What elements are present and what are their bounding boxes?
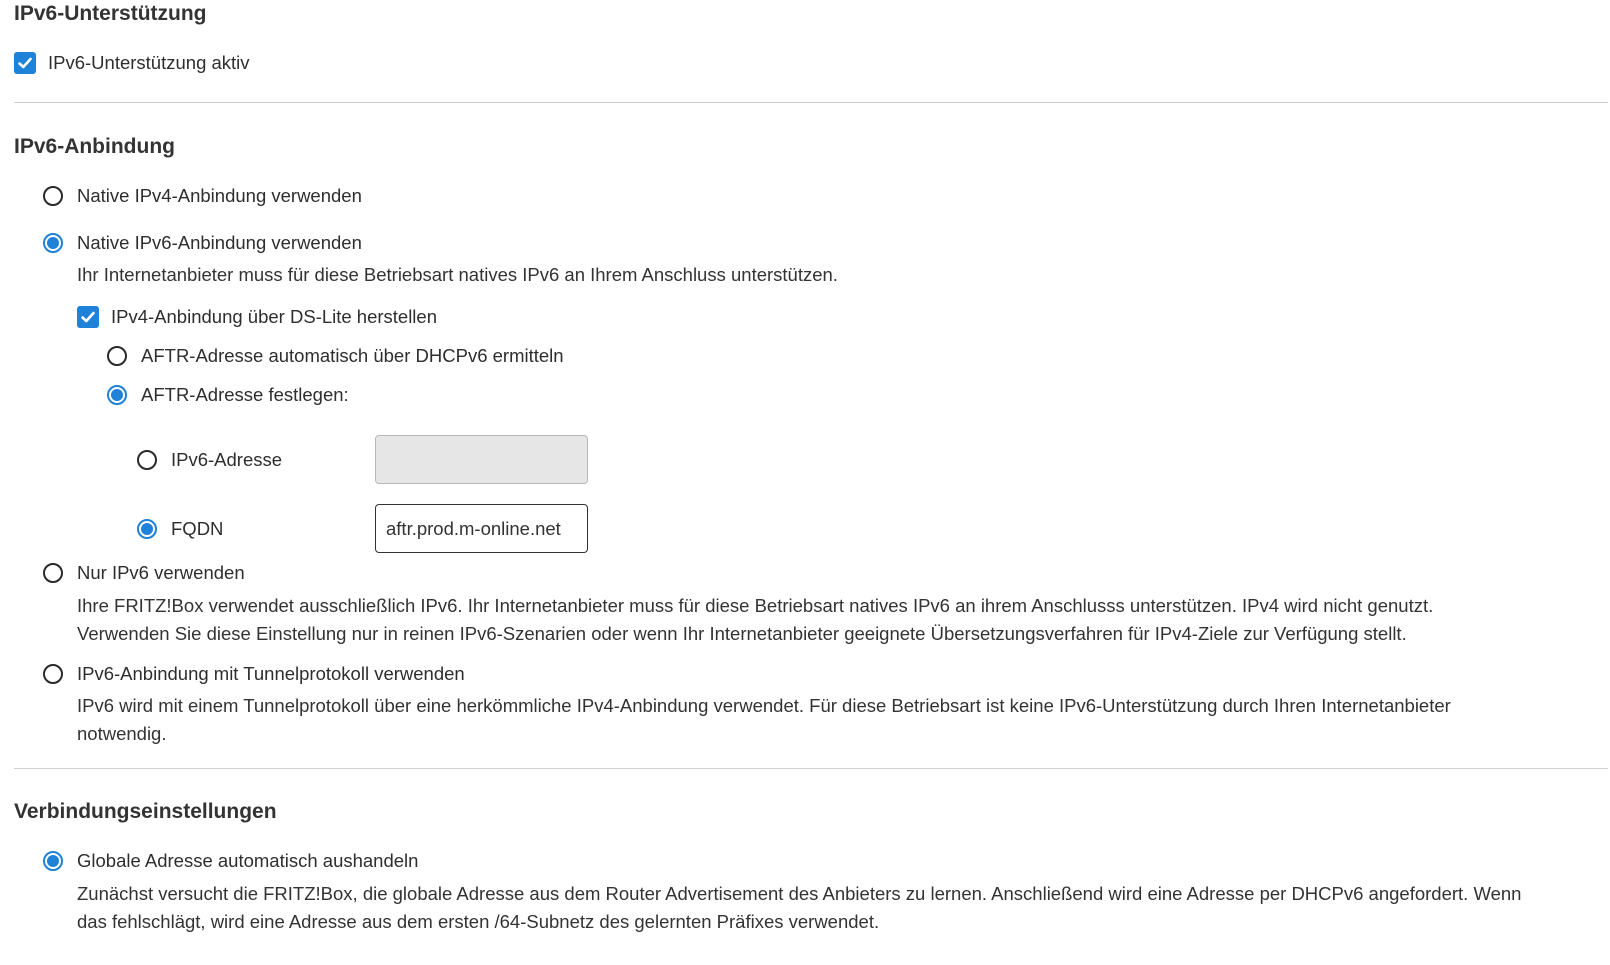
aftr-manual-label: AFTR-Adresse festlegen: bbox=[141, 384, 349, 405]
aftr-fqdn-label: FQDN bbox=[171, 518, 224, 539]
radio-checked-icon[interactable] bbox=[43, 851, 63, 871]
aftr-fqdn-radio-row[interactable] bbox=[137, 518, 223, 540]
native-ipv4-radio-row[interactable] bbox=[43, 185, 362, 207]
radio-checked-icon[interactable] bbox=[107, 385, 127, 405]
radio-unchecked-icon[interactable] bbox=[107, 346, 127, 366]
checkbox-checked-icon[interactable] bbox=[14, 52, 36, 74]
tunnel-label: IPv6-Anbindung mit Tunnelprotokoll verwenden bbox=[77, 663, 465, 684]
ipv6-support-active-label: IPv6-Unterstützung aktiv bbox=[48, 52, 250, 73]
aftr-auto-label: AFTR-Adresse automatisch über DHCPv6 ermitteln bbox=[141, 345, 564, 366]
tunnel-description-line: IPv6 wird mit einem Tunnelprotokoll über eine herkömmliche IPv4-Anbindung verwendet. Für diese Betriebsart ist keine IPv6-Unterstützung durch Ihren Internetanbieter bbox=[77, 695, 1451, 716]
aftr-ipv6-address-input[interactable] bbox=[375, 435, 588, 484]
global-auto-description-line: Zunächst versucht die FRITZ!Box, die globale Adresse aus dem Router Advertisement des Anbieters zu lernen. Anschließend wird eine Adresse per DHCPv6 angefordert. Wenn bbox=[77, 883, 1522, 904]
tunnel-description-line: notwendig. bbox=[77, 723, 167, 744]
ds-lite-checkbox-row[interactable] bbox=[77, 306, 437, 328]
ds-lite-label: IPv4-Anbindung über DS-Lite herstellen bbox=[111, 306, 437, 327]
only-ipv6-label: Nur IPv6 verwenden bbox=[77, 562, 245, 583]
radio-unchecked-icon[interactable] bbox=[137, 450, 157, 470]
section-divider bbox=[14, 768, 1608, 769]
ipv6-connection-heading: IPv6-Anbindung bbox=[14, 135, 175, 158]
checkbox-checked-icon[interactable] bbox=[77, 306, 99, 328]
native-ipv4-label: Native IPv4-Anbindung verwenden bbox=[77, 185, 362, 206]
native-ipv6-label: Native IPv6-Anbindung verwenden bbox=[77, 232, 362, 253]
global-auto-description bbox=[77, 880, 1521, 936]
connection-settings-heading: Verbindungseinstellungen bbox=[14, 800, 277, 823]
native-ipv6-radio-row[interactable] bbox=[43, 232, 362, 254]
radio-checked-icon[interactable] bbox=[137, 519, 157, 539]
only-ipv6-description-line: Ihre FRITZ!Box verwendet ausschließlich IPv6. Ihr Internetanbieter muss für diese Betriebsart natives IPv6 an ihrem Anschlusss unterstützen. IPv4 wird nicht genutzt. bbox=[77, 595, 1434, 616]
section-divider bbox=[14, 102, 1608, 103]
only-ipv6-description-line: Verwenden Sie diese Einstellung nur in reinen IPv6-Szenarien oder wenn Ihr Internetanbieter geeignete Übersetzungsverfahren für IPv4-Ziele zur Verfügung stellt. bbox=[77, 623, 1407, 644]
only-ipv6-radio-row[interactable] bbox=[43, 562, 245, 584]
radio-checked-icon[interactable] bbox=[43, 233, 63, 253]
global-auto-radio-row[interactable] bbox=[43, 850, 418, 872]
tunnel-description bbox=[77, 692, 1451, 748]
only-ipv6-description bbox=[77, 592, 1433, 648]
global-auto-label: Globale Adresse automatisch aushandeln bbox=[77, 850, 419, 871]
native-ipv6-description: Ihr Internetanbieter muss für diese Betriebsart natives IPv6 an Ihrem Anschluss unterstützen. bbox=[77, 264, 838, 285]
global-auto-description-line: das fehlschlägt, wird eine Adresse aus dem ersten /64-Subnetz des gelernten Präfixes verwendet. bbox=[77, 911, 880, 932]
radio-unchecked-icon[interactable] bbox=[43, 186, 63, 206]
tunnel-radio-row[interactable] bbox=[43, 663, 465, 685]
aftr-fqdn-input[interactable] bbox=[375, 504, 588, 553]
aftr-manual-radio-row[interactable] bbox=[107, 384, 349, 406]
aftr-ipv6-address-label: IPv6-Adresse bbox=[171, 449, 283, 470]
radio-unchecked-icon[interactable] bbox=[43, 563, 63, 583]
ipv6-support-checkbox-row[interactable] bbox=[14, 52, 250, 74]
aftr-auto-radio-row[interactable] bbox=[107, 345, 564, 367]
aftr-ipv6-address-radio-row[interactable] bbox=[137, 449, 282, 471]
radio-unchecked-icon[interactable] bbox=[43, 664, 63, 684]
ipv6-support-heading: IPv6-Unterstützung bbox=[14, 2, 207, 25]
